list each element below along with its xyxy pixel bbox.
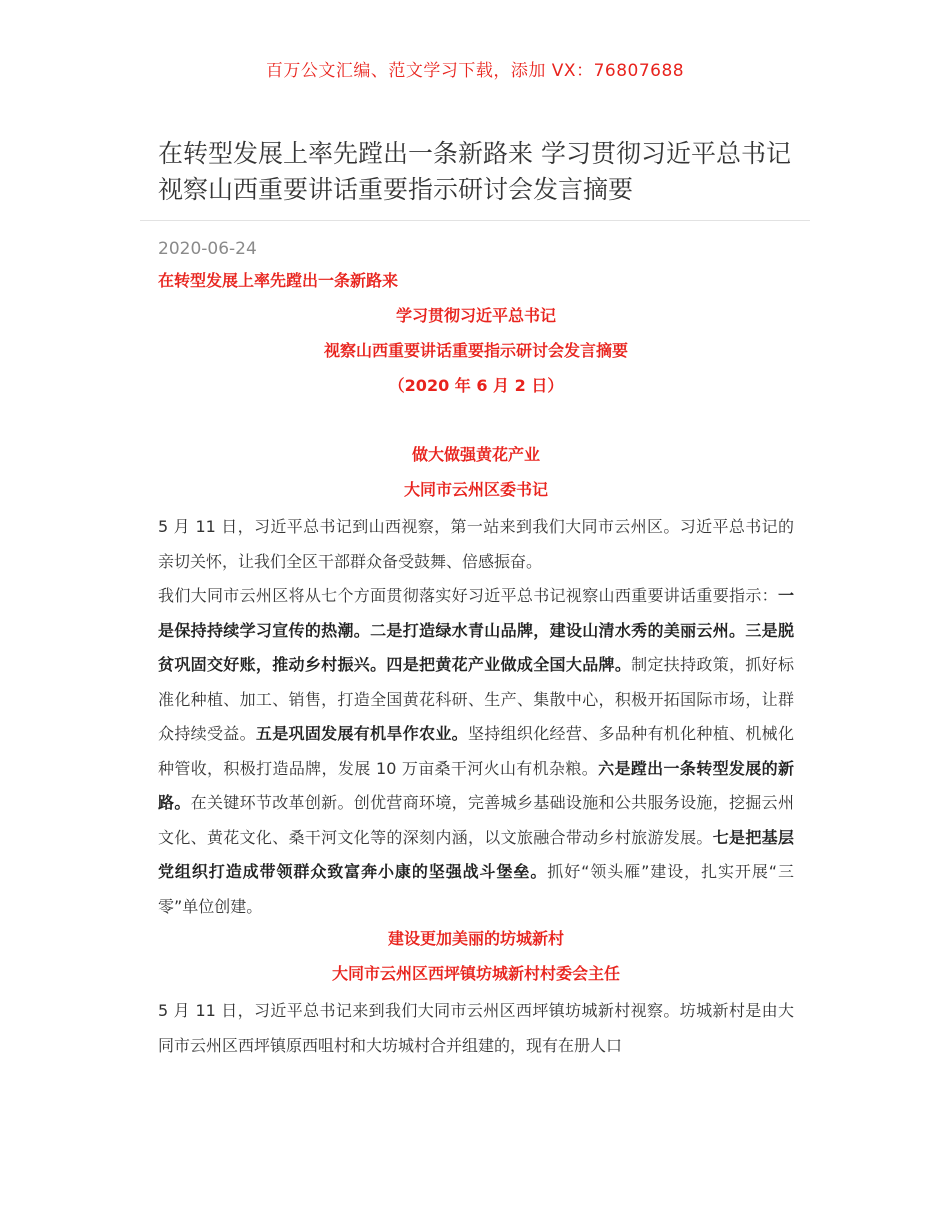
text-run: 我们大同市云州区将从七个方面贯彻落实好习近平总书记视察山西重要讲话重要指示： [158,586,778,605]
title-divider [140,220,810,221]
section1-speaker: 大同市云州区委书记 [403,480,548,499]
promo-banner: 百万公文汇编、范文学习下载，添加 VX：76807688 [265,61,685,81]
section2-paragraph-1: 5 月 11 日，习近平总书记来到我们大同市云州区西坪镇坊城新村视察。坊城新村是由大同市云州区西坪镇原西咀村和大坊城村合并组建的，现有在册人口 [158,1001,794,1055]
text-run-bold: 五是巩固发展有机旱作农业。 [255,724,468,743]
heading-line-3: 视察山西重要讲话重要指示研讨会发言摘要 [323,341,628,360]
heading-line-1: 在转型发展上率先蹚出一条新路来 [158,271,399,290]
section2-speaker: 大同市云州区西坪镇坊城新村村委会主任 [331,964,620,983]
text-run: 制定扶持政策，抓好标准化种植、加工、销售，打造全国黄花科研、生产、集散中心，积极开拓国际市场，让群众持续受益。 [158,655,794,743]
text-run-bold: 六是蹚出一条转型发展的新路。 [158,758,794,812]
section2-title: 建设更加美丽的坊城新村 [387,929,564,948]
article-body [158,266,794,1063]
article-date: 2020-06-24 [158,239,257,259]
text-run-bold: 七是把基层党组织打造成带领群众致富奔小康的坚强战斗堡垒。 [158,827,794,881]
text-run: 坚持组织化经营、多品种有机化种植、机械化种管收，积极打造品牌，发展 10 万亩桑干河火山有机杂粮。 [158,724,794,778]
text-run-bold: 一是保持持续学习宣传的热潮。二是打造绿水青山品牌，建设山清水秀的美丽云州。三是脱贫巩固交好账，推动乡村振兴。四是把黄花产业做成全国大品牌。 [158,586,794,674]
heading-line-2: 学习贯彻习近平总书记 [395,306,556,325]
article-title: 在转型发展上率先蹚出一条新路来 学习贯彻习近平总书记视察山西重要讲话重要指示研讨会发言摘要 [158,139,791,204]
text-run: 在关键环节改革创新。创优营商环境，完善城乡基础设施和公共服务设施，挖掘云州文化、黄花文化、桑干河文化等的深刻内涵，以文旅融合带动乡村旅游发展。 [158,793,794,847]
heading-date: （2020 年 6 月 2 日） [388,376,564,395]
section1-title: 做大做强黄花产业 [411,445,540,464]
section1-paragraph-1: 5 月 11 日，习近平总书记到山西视察，第一站来到我们大同市云州区。习近平总书记的亲切关怀，让我们全区干部群众备受鼓舞、倍感振奋。 [158,517,794,571]
section1-paragraph-2 [158,579,794,924]
spacer [158,406,794,440]
text-run: 抓好“领头雁”建设，扎实开展“三零”单位创建。 [158,862,794,916]
